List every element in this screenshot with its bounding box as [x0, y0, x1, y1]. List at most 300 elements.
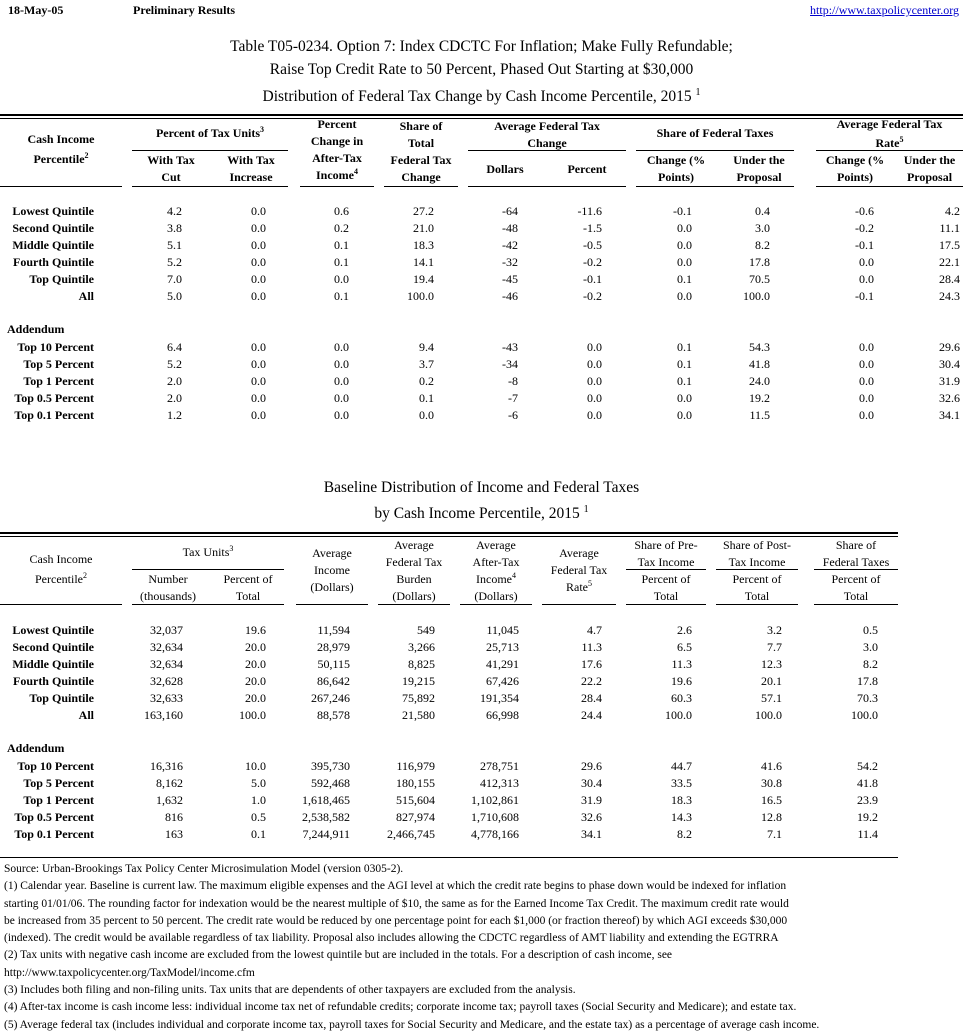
cell-value: -64 — [502, 204, 518, 218]
cell-value: 2,466,745 — [387, 827, 435, 841]
cell-value: 19.2 — [749, 391, 770, 405]
cell-value: 3.7 — [419, 357, 434, 371]
t1-header-share-under-proposal: Under the Proposal — [733, 153, 785, 184]
cell-value: 18.3 — [671, 793, 692, 807]
t2-rule — [814, 604, 898, 605]
row-label: Top 0.1 Percent — [14, 408, 94, 422]
cell-value: 75,892 — [402, 691, 435, 705]
cell-value: -0.2 — [583, 255, 602, 269]
cell-value: 10.0 — [245, 759, 266, 773]
cell-value: 0.4 — [755, 204, 770, 218]
cell-value: 17.6 — [581, 657, 602, 671]
row-label: Second Quintile — [12, 221, 94, 235]
cell-value: -0.1 — [673, 204, 692, 218]
t2-rule — [716, 604, 798, 605]
table1-title-line1: Table T05-0234. Option 7: Index CDCTC For Inflation; Make Fully Refundable; — [230, 38, 733, 55]
cell-value: 8.2 — [755, 238, 770, 252]
cell-value: 5.0 — [251, 776, 266, 790]
t2-rule — [378, 604, 450, 605]
cell-value: 32,628 — [150, 674, 183, 688]
t1-header-with-tax-cut: With Tax Cut — [147, 153, 195, 184]
cell-value: 395,730 — [311, 759, 350, 773]
cell-value: 54.2 — [857, 759, 878, 773]
t2-header-avg-income: Average Income (Dollars) — [310, 546, 354, 594]
cell-value: 34.1 — [581, 827, 602, 841]
cell-value: 4.7 — [587, 623, 602, 637]
cell-value: 816 — [165, 810, 183, 824]
t1-header-avg-fed-tax-change: Average Federal Tax Change — [494, 119, 600, 150]
t2-header-avg-fed-tax-rate: Average Federal Tax Rate$^5$ — [550, 546, 608, 594]
addendum-label: Addendum — [7, 741, 65, 755]
row-label: Top 0.1 Percent — [14, 827, 94, 841]
cell-value: -34 — [502, 357, 518, 371]
cell-value: 41,291 — [486, 657, 519, 671]
cell-value: 3.2 — [767, 623, 782, 637]
cell-value: 100.0 — [851, 708, 878, 722]
table-row — [0, 373, 963, 390]
cell-value: 0.1 — [677, 374, 692, 388]
cell-value: 30.8 — [761, 776, 782, 790]
note-2: (2) Tax units with negative cash income are excluded from the lowest quintile but are included in the totals. For a description of cash income, see — [4, 949, 673, 962]
cell-value: 2.6 — [677, 623, 692, 637]
cell-value: 0.0 — [677, 255, 692, 269]
cell-value: 8,825 — [408, 657, 435, 671]
cell-value: -6 — [508, 408, 518, 422]
t1-header-with-tax-increase: With Tax Increase — [227, 153, 275, 184]
cell-value: 22.2 — [581, 674, 602, 688]
row-label: All — [78, 289, 94, 303]
cell-value: -0.2 — [855, 221, 874, 235]
t1-rule — [300, 186, 374, 187]
cell-value: -0.2 — [583, 289, 602, 303]
row-label: Lowest Quintile — [12, 204, 94, 218]
table-row — [0, 792, 963, 809]
cell-value: 23.9 — [857, 793, 878, 807]
cell-value: 32,634 — [150, 640, 183, 654]
cell-value: 0.0 — [677, 289, 692, 303]
t2-header-share-pretax: Share of Pre- Tax Income — [634, 538, 698, 569]
cell-value: 0.5 — [863, 623, 878, 637]
cell-value: 16,316 — [150, 759, 183, 773]
cell-value: 100.0 — [743, 289, 770, 303]
note-1-cont: starting 01/01/06. The rounding factor for indexation would be the nearest multiple of $10, the same as for the Earned Income Tax Credit. The maximum credit rate would — [4, 897, 789, 910]
cell-value: 0.0 — [859, 272, 874, 286]
cell-value: 5.0 — [167, 289, 182, 303]
cell-value: 100.0 — [755, 708, 782, 722]
report-status: Preliminary Results — [133, 3, 236, 17]
t2-rule-fedtaxes — [814, 569, 898, 570]
table2-title-line2: by Cash Income Percentile, 2015 $^1$ — [374, 504, 589, 522]
cell-value: 100.0 — [407, 289, 434, 303]
table-row — [0, 775, 963, 792]
cell-value: 0.0 — [587, 357, 602, 371]
cell-value: 0.5 — [251, 810, 266, 824]
cell-value: 0.1 — [334, 255, 349, 269]
cell-value: 6.4 — [167, 340, 182, 354]
table-row — [0, 237, 963, 254]
cell-value: 4,778,166 — [471, 827, 519, 841]
cell-value: 70.3 — [857, 691, 878, 705]
table-row — [0, 356, 963, 373]
t1-header-avg-fed-tax-rate: Average Federal Tax Rate$^5$ — [836, 117, 943, 150]
t2-header-share-posttax: Share of Post- Tax Income — [723, 538, 791, 569]
cell-value: 267,246 — [311, 691, 350, 705]
cell-value: 0.1 — [251, 827, 266, 841]
table-row — [0, 826, 963, 843]
cell-value: 0.0 — [859, 255, 874, 269]
addendum-label: Addendum — [7, 322, 65, 336]
cell-value: -48 — [502, 221, 518, 235]
cell-value: 0.0 — [251, 204, 266, 218]
cell-value: 2,538,582 — [302, 810, 350, 824]
t1-header-percentile: Cash Income Percentile$^2$ — [27, 132, 95, 166]
cell-value: 0.0 — [677, 221, 692, 235]
t2-bottom-rule — [0, 857, 898, 858]
cell-value: 54.3 — [749, 340, 770, 354]
cell-value: 24.0 — [749, 374, 770, 388]
note-5: (5) Average federal tax (includes individual and corporate income tax, payroll taxes for Social Security and Medicare, and the estate tax) as a percentage of average cash income. — [4, 1018, 820, 1031]
cell-value: -0.1 — [583, 272, 602, 286]
cell-value: 8.2 — [863, 657, 878, 671]
t2-rule-pretax — [626, 569, 706, 570]
cell-value: -42 — [502, 238, 518, 252]
cell-value: 2.0 — [167, 391, 182, 405]
cell-value: 0.1 — [677, 357, 692, 371]
cell-value: 41.6 — [761, 759, 782, 773]
cell-value: 0.0 — [334, 408, 349, 422]
table-row — [0, 288, 963, 305]
cell-value: -46 — [502, 289, 518, 303]
t1-rule-rate — [816, 150, 963, 151]
cell-value: 4.2 — [167, 204, 182, 218]
cell-value: -7 — [508, 391, 518, 405]
table-row — [0, 254, 963, 271]
cell-value: -8 — [508, 374, 518, 388]
table-row — [0, 407, 963, 424]
table-row — [0, 622, 963, 639]
t2-rule — [626, 604, 706, 605]
table-row — [0, 271, 963, 288]
t1-header-share-fed-taxes: Share of Federal Taxes — [656, 126, 774, 140]
cell-value: 28.4 — [581, 691, 602, 705]
cell-value: 0.1 — [677, 272, 692, 286]
note-4: (4) After-tax income is cash income less: individual income tax net of refundable credits; corporate income tax; payroll taxes (Social Security and Medicare); and estate tax. — [4, 1001, 797, 1014]
t2-header-fedtaxes-pct: Percent of Total — [831, 572, 881, 603]
table-row — [0, 809, 963, 826]
tpc-website-link[interactable]: http://www.taxpolicycenter.org — [810, 3, 959, 17]
cell-value: 11.1 — [939, 221, 960, 235]
cell-value: 19.4 — [413, 272, 434, 286]
t1-header-rate-under-proposal: Under the Proposal — [903, 153, 956, 184]
row-label: Top 5 Percent — [23, 776, 94, 790]
cell-value: 11,045 — [486, 623, 519, 637]
table-row — [0, 673, 963, 690]
cell-value: 41.8 — [857, 776, 878, 790]
cell-value: 67,426 — [486, 674, 519, 688]
t2-rule-posttax — [716, 569, 798, 570]
cell-value: 0.0 — [334, 272, 349, 286]
table1-title-line3: Distribution of Federal Tax Change by Cash Income Percentile, 2015 $^1$ — [262, 87, 701, 105]
cell-value: 11,594 — [317, 623, 350, 637]
cell-value: 16.5 — [761, 793, 782, 807]
t2-rule — [542, 604, 616, 605]
report-date: 18-May-05 — [8, 3, 64, 17]
t2-rule-tax-units — [132, 569, 284, 570]
cell-value: 33.5 — [671, 776, 692, 790]
cell-value: 7,244,911 — [302, 827, 350, 841]
cell-value: 11.5 — [749, 408, 770, 422]
cell-value: -0.1 — [855, 289, 874, 303]
cell-value: 1.2 — [167, 408, 182, 422]
table-row — [0, 707, 963, 724]
table1-title-line2: Raise Top Credit Rate to 50 Percent, Phased Out Starting at $30,000 — [269, 61, 694, 78]
cell-value: 827,974 — [396, 810, 435, 824]
row-label: Top Quintile — [29, 691, 94, 705]
cell-value: 0.0 — [334, 340, 349, 354]
cell-value: 0.0 — [587, 374, 602, 388]
table-row — [0, 690, 963, 707]
cell-value: 31.9 — [581, 793, 602, 807]
cell-value: 3.8 — [167, 221, 182, 235]
table-row — [0, 203, 963, 220]
note-1-cont: be increased from 35 percent to 50 percent. The credit rate would be reduced by one percentage point for each $1,000 (or fraction thereof) by which AGI exceeds $30,000 — [4, 914, 788, 927]
cell-value: 7.0 — [167, 272, 182, 286]
row-label: Fourth Quintile — [12, 674, 94, 688]
cell-value: 20.1 — [761, 674, 782, 688]
t2-rule — [296, 604, 368, 605]
cell-value: 7.7 — [767, 640, 782, 654]
cell-value: 0.0 — [334, 391, 349, 405]
cell-value: 32.6 — [581, 810, 602, 824]
cell-value: 29.6 — [581, 759, 602, 773]
cell-value: 0.0 — [334, 357, 349, 371]
cell-value: 86,642 — [317, 674, 350, 688]
t2-header-avg-fed-tax-burden: Average Federal Tax Burden (Dollars) — [385, 538, 443, 603]
cell-value: 60.3 — [671, 691, 692, 705]
cell-value: 66,998 — [486, 708, 519, 722]
cell-value: 18.3 — [413, 238, 434, 252]
cell-value: 2.0 — [167, 374, 182, 388]
table-row — [0, 656, 963, 673]
cell-value: 41.8 — [749, 357, 770, 371]
cell-value: 17.8 — [857, 674, 878, 688]
note-1: (1) Calendar year. Baseline is current law. The maximum eligible expenses and the AGI level at which the credit rate begins to phase down would be indexed for inflation — [4, 880, 787, 893]
t2-rule — [0, 604, 122, 605]
row-label: Top Quintile — [29, 272, 94, 286]
cell-value: 12.8 — [761, 810, 782, 824]
cell-value: -11.6 — [577, 204, 602, 218]
cell-value: 0.0 — [859, 408, 874, 422]
cell-value: 29.6 — [939, 340, 960, 354]
table-row — [0, 639, 963, 656]
row-label: Top 10 Percent — [17, 759, 94, 773]
cell-value: 0.0 — [251, 289, 266, 303]
cell-value: -1.5 — [583, 221, 602, 235]
cell-value: 11.3 — [671, 657, 692, 671]
cell-value: 412,313 — [480, 776, 519, 790]
cell-value: 116,979 — [396, 759, 435, 773]
cell-value: 25,713 — [486, 640, 519, 654]
cell-value: -0.5 — [583, 238, 602, 252]
cell-value: 7.1 — [767, 827, 782, 841]
note-3: (3) Includes both filing and non-filing units. Tax units that are dependents of other taxpayers are excluded from the analysis. — [4, 984, 576, 997]
cell-value: 20.0 — [245, 674, 266, 688]
table-row — [0, 390, 963, 407]
cell-value: 34.1 — [939, 408, 960, 422]
footnotes — [4, 861, 959, 1034]
cell-value: 0.0 — [677, 238, 692, 252]
cell-value: 17.8 — [749, 255, 770, 269]
cell-value: 11.4 — [857, 827, 878, 841]
cell-value: 0.0 — [251, 272, 266, 286]
row-label: Middle Quintile — [12, 657, 94, 671]
cell-value: 19.6 — [671, 674, 692, 688]
cell-value: 3.0 — [755, 221, 770, 235]
t2-header-pretax-pct: Percent of Total — [641, 572, 691, 603]
cell-value: 0.0 — [334, 374, 349, 388]
cell-value: 12.3 — [761, 657, 782, 671]
cell-value: 21,580 — [402, 708, 435, 722]
cell-value: 0.1 — [334, 238, 349, 252]
cell-value: 191,354 — [480, 691, 519, 705]
cell-value: 0.0 — [419, 408, 434, 422]
cell-value: 44.7 — [671, 759, 692, 773]
cell-value: 0.0 — [251, 391, 266, 405]
note-source: Source: Urban-Brookings Tax Policy Center Microsimulation Model (version 0305-2). — [4, 863, 404, 875]
cell-value: 0.0 — [859, 357, 874, 371]
cell-value: 592,468 — [311, 776, 350, 790]
t1-header-rate-change-pts: Change (% Points) — [825, 153, 885, 184]
cell-value: 5.2 — [167, 255, 182, 269]
t1-header-share-change-pts: Change (% Points) — [646, 153, 706, 184]
cell-value: 4.2 — [945, 204, 960, 218]
cell-value: 24.4 — [581, 708, 602, 722]
t2-header-avg-after-tax-income: Average After-Tax Income$^4$ (Dollars) — [472, 538, 520, 603]
cell-value: 57.1 — [761, 691, 782, 705]
cell-value: 100.0 — [239, 708, 266, 722]
cell-value: 17.5 — [939, 238, 960, 252]
row-label: All — [78, 708, 94, 722]
cell-value: 0.2 — [334, 221, 349, 235]
table2-title-line1: Baseline Distribution of Income and Federal Taxes — [323, 479, 640, 496]
t2-rule — [132, 604, 284, 605]
t1-rule — [636, 186, 794, 187]
cell-value: 0.0 — [587, 391, 602, 405]
row-label: Lowest Quintile — [12, 623, 94, 637]
cell-value: 0.1 — [419, 391, 434, 405]
cell-value: 0.6 — [334, 204, 349, 218]
cell-value: -43 — [502, 340, 518, 354]
cell-value: 3.0 — [863, 640, 878, 654]
cell-value: 515,604 — [396, 793, 435, 807]
cell-value: 5.1 — [167, 238, 182, 252]
t2-header-number: Number (thousands) — [140, 572, 196, 603]
table-row — [0, 758, 963, 775]
cell-value: 0.0 — [251, 221, 266, 235]
t1-rule — [468, 186, 626, 187]
t1-header-percent: Percent — [567, 162, 607, 176]
cell-value: 20.0 — [245, 640, 266, 654]
cell-value: 27.2 — [413, 204, 434, 218]
cell-value: -0.1 — [855, 238, 874, 252]
cell-value: 0.0 — [677, 391, 692, 405]
t2-header-share-fed-taxes: Share of Federal Taxes — [822, 538, 890, 569]
t1-rule — [0, 186, 122, 187]
cell-value: 163,160 — [144, 708, 183, 722]
t1-rule — [816, 186, 963, 187]
cell-value: 163 — [165, 827, 183, 841]
cell-value: 0.2 — [419, 374, 434, 388]
cell-value: 14.3 — [671, 810, 692, 824]
cell-value: 22.1 — [939, 255, 960, 269]
cell-value: 0.0 — [251, 238, 266, 252]
cell-value: 30.4 — [939, 357, 960, 371]
cell-value: 20.0 — [245, 657, 266, 671]
cell-value: 1.0 — [251, 793, 266, 807]
cell-value: 8.2 — [677, 827, 692, 841]
row-label: Middle Quintile — [12, 238, 94, 252]
row-label: Top 1 Percent — [23, 374, 94, 388]
cell-value: 1,102,861 — [471, 793, 519, 807]
cell-value: 1,710,608 — [471, 810, 519, 824]
cell-value: 278,751 — [480, 759, 519, 773]
t1-rule-avg-change — [468, 150, 626, 151]
row-label: Top 5 Percent — [23, 357, 94, 371]
cell-value: 70.5 — [749, 272, 770, 286]
cell-value: 32,633 — [150, 691, 183, 705]
cell-value: 180,155 — [396, 776, 435, 790]
t2-header-posttax-pct: Percent of Total — [732, 572, 782, 603]
t2-header-pct-total: Percent of Total — [223, 572, 273, 603]
cell-value: 14.1 — [413, 255, 434, 269]
row-label: Top 10 Percent — [17, 340, 94, 354]
cell-value: 0.0 — [251, 340, 266, 354]
cell-value: 30.4 — [581, 776, 602, 790]
cell-value: 0.1 — [677, 340, 692, 354]
t1-header-share-total-change: Share of Total Federal Tax Change — [390, 119, 452, 184]
cell-value: 50,115 — [317, 657, 350, 671]
cell-value: -32 — [502, 255, 518, 269]
cell-value: 32,037 — [150, 623, 183, 637]
cell-value: 1,632 — [156, 793, 183, 807]
t1-rule-pct-tax-units — [132, 150, 288, 151]
row-label: Fourth Quintile — [12, 255, 94, 269]
cell-value: 0.0 — [251, 408, 266, 422]
cell-value: 32.6 — [939, 391, 960, 405]
t1-rule-share — [636, 150, 794, 151]
cell-value: 0.0 — [587, 340, 602, 354]
cell-value: 3,266 — [408, 640, 435, 654]
t2-header-tax-units: Tax Units$^3$ — [182, 544, 234, 559]
cell-value: 5.2 — [167, 357, 182, 371]
cell-value: 100.0 — [665, 708, 692, 722]
cell-value: 11.3 — [581, 640, 602, 654]
cell-value: 0.0 — [587, 408, 602, 422]
cell-value: 0.0 — [251, 357, 266, 371]
row-label: Top 0.5 Percent — [14, 810, 94, 824]
cell-value: 0.0 — [677, 408, 692, 422]
row-label: Second Quintile — [12, 640, 94, 654]
cell-value: 19,215 — [402, 674, 435, 688]
cell-value: -45 — [502, 272, 518, 286]
t2-rule — [460, 604, 532, 605]
cell-value: 9.4 — [419, 340, 434, 354]
note-2-url: http://www.taxpolicycenter.org/TaxModel/income.cfm — [4, 966, 255, 979]
t1-header-pct-change-after-tax: Percent Change in After-Tax Income$^4$ — [310, 117, 364, 182]
table-row — [0, 220, 963, 237]
cell-value: 549 — [417, 623, 435, 637]
cell-value: -0.6 — [855, 204, 874, 218]
